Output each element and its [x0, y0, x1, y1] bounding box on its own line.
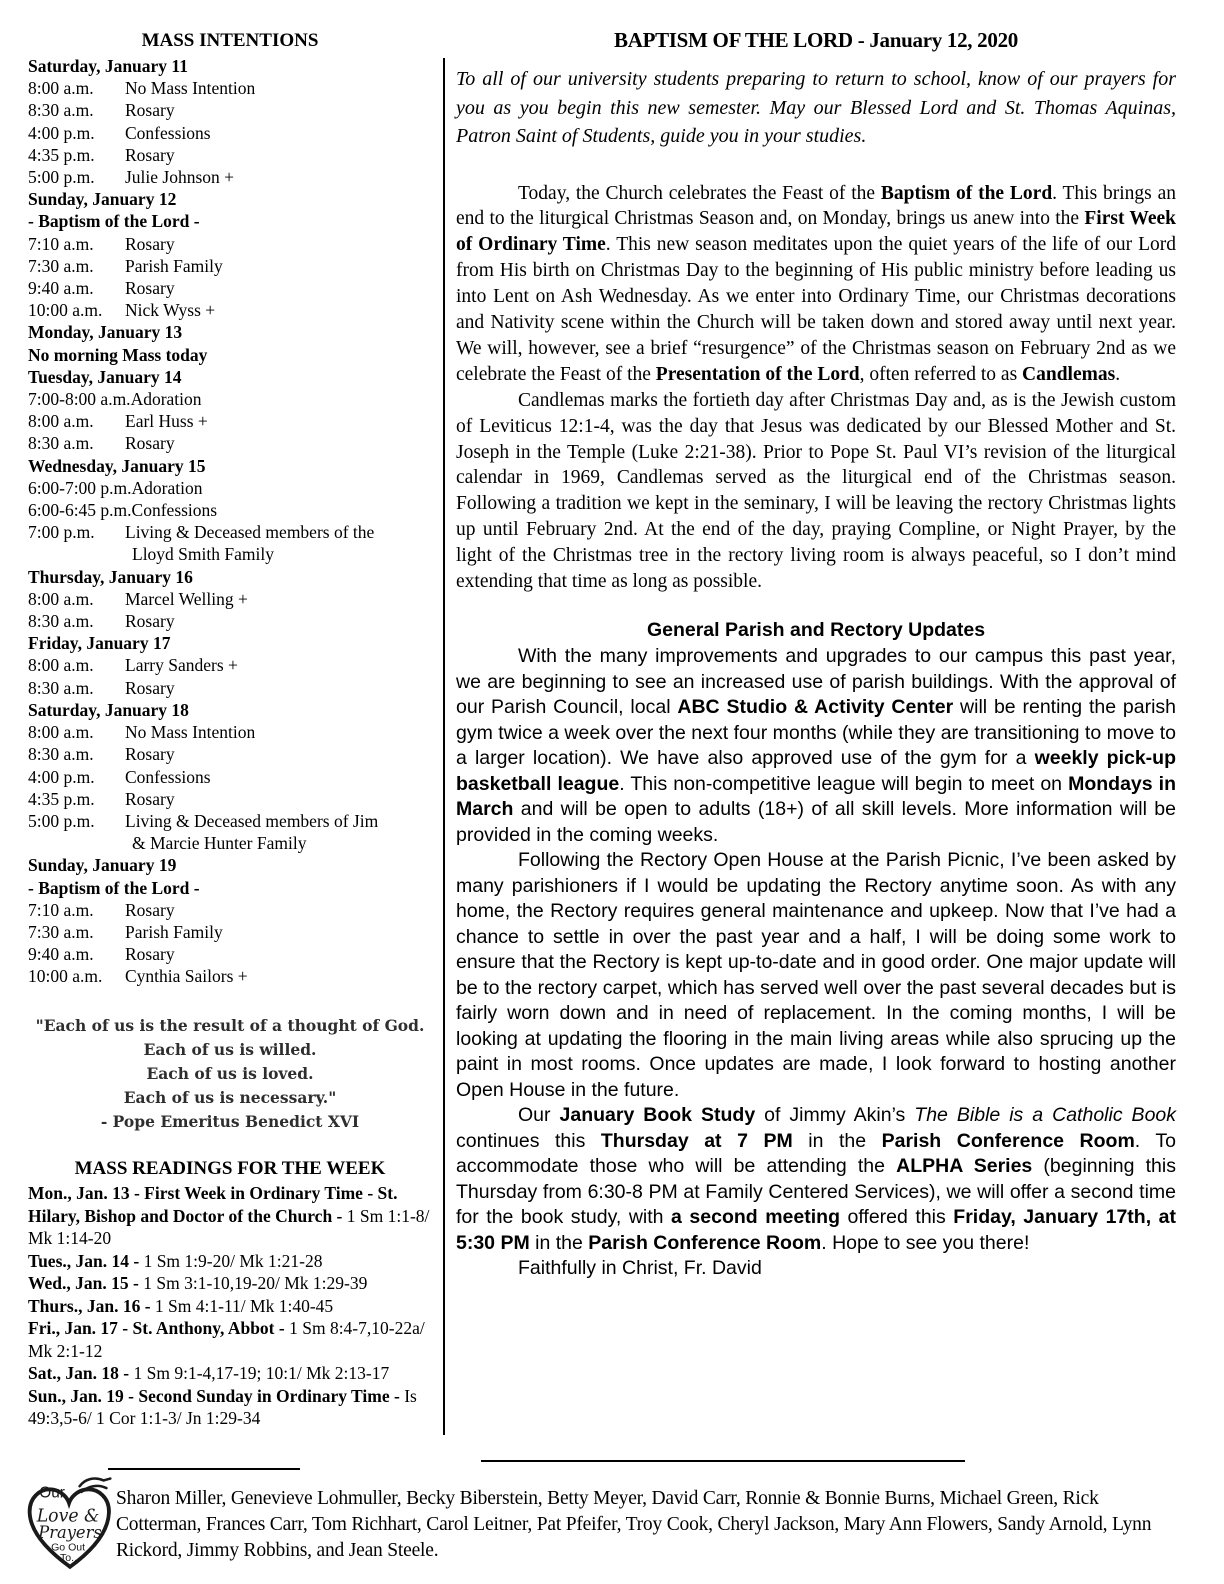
intention-entry — [28, 654, 432, 676]
intention-desc: Rosary — [125, 611, 175, 632]
mass-intentions-title: MASS INTENTIONS — [141, 30, 319, 51]
mass-readings-section — [28, 1158, 432, 1430]
intention-time: 8:00 a.m. — [28, 411, 94, 432]
intention-entry — [28, 432, 432, 454]
intention-entry — [28, 299, 432, 321]
logo-word-our: Our — [39, 1484, 65, 1502]
intention-time: 7:30 a.m. — [28, 921, 94, 942]
intention-desc: Rosary — [125, 233, 175, 254]
intention-entry — [28, 477, 432, 499]
intention-desc: Rosary — [125, 100, 175, 121]
intention-desc: No Mass Intention — [125, 722, 256, 743]
left-footer-rule — [108, 1468, 300, 1470]
intention-time: 8:00 a.m. — [28, 722, 94, 743]
intention-desc: Rosary — [125, 433, 175, 454]
intention-desc: Rosary — [125, 899, 175, 920]
left-column — [28, 30, 432, 1430]
intention-desc: Rosary — [125, 944, 175, 965]
intention-desc: Earl Huss + — [125, 411, 208, 432]
students-intro-paragraph: To all of our university students preparing to return to school, know of our prayers for you as you begin this new semester. May our Blessed Lord and St. Thomas Aquinas, Patron Saint of Students, guide you in your studies. — [456, 68, 1176, 147]
column-divider-line — [443, 58, 445, 1435]
signoff-line: Faithfully in Christ, Fr. David — [518, 1257, 762, 1279]
article-paragraph: Today, the Church celebrates the Feast of the Baptism of the Lord. This brings an end to the liturgical Christmas Season and, on Monday, brings us anew into the First Week of Ordinary Time. This new season meditates upon the quiet years of the life of our Lord from His birth on Christmas Day to the beginning of His public ministry before leading us into Lent on Ash Wednesday. As we enter into Ordinary Time, our Christmas decorations and Nativity scene within the Church will be taken down and stored away until next year. We will, however, see a brief “resurgence” of the Christmas season on February 2nd as we celebrate the Feast of the Presentation of the Lord, often referred to as Candlemas. — [456, 182, 1176, 385]
updates-paragraph: With the many improvements and upgrades to our campus this past year, we are beginning to see an increased use of parish buildings. With the approval of our Parish Council, local ABC Studio & Activity Center will be renting the parish gym twice a week over the next four months (while they are transitioning to move to a larger location). We have also approved use of the gym for a weekly pick-up basketball league. This non-competitive league will begin to meet on Mondays in March and will be open to adults (18+) of all skill levels. More information will be provided in the coming weeks. — [456, 645, 1177, 846]
right-footer-rule — [481, 1460, 965, 1462]
intention-day-heading: No morning Mass today — [28, 344, 208, 365]
intention-desc: Rosary — [125, 744, 175, 765]
intention-desc: No Mass Intention — [125, 78, 256, 99]
intention-time: 4:35 p.m. — [28, 788, 95, 809]
intention-entry — [28, 122, 432, 144]
intention-entry — [28, 943, 432, 965]
intention-entry — [28, 144, 432, 166]
intention-entry — [28, 921, 432, 943]
logo-word-to: To... — [60, 1552, 80, 1565]
intention-time: 7:00-8:00 a.m. — [28, 389, 131, 410]
reading-row: Thurs., Jan. 16 - 1 Sm 4:1-11/ Mk 1:40-45 — [28, 1295, 334, 1316]
intention-entry — [28, 721, 432, 743]
intention-desc: Adoration — [130, 389, 202, 410]
intention-time: 7:30 a.m. — [28, 255, 94, 276]
intention-time: 8:30 a.m. — [28, 433, 94, 454]
intention-entry — [28, 255, 432, 277]
intention-desc: Rosary — [125, 788, 175, 809]
mass-readings-list — [28, 1182, 432, 1430]
right-column — [456, 28, 1176, 1282]
intention-desc: Julie Johnson + — [125, 167, 235, 188]
intention-time: 5:00 p.m. — [28, 167, 95, 188]
intention-time: 4:35 p.m. — [28, 144, 95, 165]
intention-desc: Living & Deceased members of the — [125, 522, 375, 543]
reading-row: Wed., Jan. 15 - 1 Sm 3:1-10,19-20/ Mk 1:29-39 — [28, 1273, 368, 1294]
intention-time: 4:00 p.m. — [28, 766, 95, 787]
intention-day-heading: Saturday, January 11 — [28, 56, 188, 76]
intention-desc: Marcel Welling + — [125, 588, 248, 609]
intention-time: 8:30 a.m. — [28, 744, 94, 765]
love-and-prayers-heart-logo — [22, 1476, 118, 1578]
intention-day-heading: Saturday, January 18 — [28, 699, 189, 720]
updates-heading: General Parish and Rectory Updates — [646, 619, 986, 641]
quote-line: Each of us is loved. — [146, 1063, 314, 1083]
intention-entry — [28, 788, 432, 810]
intention-day-heading: Thursday, January 16 — [28, 566, 193, 587]
intention-entry — [28, 610, 432, 632]
intention-desc: Adoration — [131, 477, 203, 498]
reading-row: Tues., Jan. 14 - 1 Sm 1:9-20/ Mk 1:21-28 — [28, 1250, 323, 1271]
quote-attribution: - Pope Emeritus Benedict XVI — [100, 1111, 360, 1131]
reading-row: Sun., Jan. 19 - Second Sunday in Ordinary Time - Is 49:3,5-6/ 1 Cor 1:1-3/ Jn 1:29-34 — [28, 1385, 417, 1429]
intention-day-heading: Tuesday, January 14 — [28, 366, 182, 387]
intention-time: 8:00 a.m. — [28, 588, 94, 609]
logo-word-prayers: Prayers — [38, 1523, 102, 1543]
intention-entry — [28, 965, 432, 987]
intention-desc: Confessions — [131, 500, 218, 521]
benedict-quote — [28, 1014, 432, 1134]
intention-entry — [28, 743, 432, 765]
article-masthead: BAPTISM OF THE LORD - January 12, 2020 — [614, 28, 1018, 52]
reading-row: Sat., Jan. 18 - 1 Sm 9:1-4,17-19; 10:1/ Mk 2:13-17 — [28, 1363, 390, 1384]
quote-line: Each of us is willed. — [143, 1039, 317, 1059]
prayer-names-list: Sharon Miller, Genevieve Lohmuller, Becky Biberstein, Betty Meyer, David Carr, Ronnie & Bonnie Burns, Michael Green, Rick Cotterman, Frances Carr, Tom Richhart, Carol Leitner, Pat Pfeifer, Troy Cook, Cheryl Jackson, Mary Ann Flowers, Sandy Arnold, Lynn Rickord, Jimmy Robbins, and Jean Steele. — [116, 1488, 1152, 1561]
mass-readings-title: MASS READINGS FOR THE WEEK — [74, 1157, 386, 1179]
intention-entry — [28, 233, 432, 255]
intention-entry — [28, 166, 432, 188]
intention-time: 7:10 a.m. — [28, 899, 94, 920]
updates-paragraph: Our January Book Study of Jimmy Akin’s The Bible is a Catholic Book continues this Thursday at 7 PM in the Parish Conference Room. To accommodate those who will be attending the ALPHA Series (beginning this Thursday from 6:30-8 PM at Family Centered Services), we will offer a second time for the book study, with a second meeting offered this Friday, January 17th, at 5:30 PM in the Parish Conference Room. Hope to see you there! — [456, 1104, 1177, 1254]
intention-entry — [28, 766, 432, 788]
intention-entry — [28, 410, 432, 432]
intention-time: 9:40 a.m. — [28, 944, 94, 965]
intention-entry — [28, 99, 432, 121]
intention-time: 8:00 a.m. — [28, 655, 94, 676]
reading-row: Mon., Jan. 13 - First Week in Ordinary Time - St. Hilary, Bishop and Doctor of the Church - 1 Sm 1:1-8/ Mk 1:14-20 — [28, 1183, 430, 1249]
intention-desc: Rosary — [125, 278, 175, 299]
intention-day-heading: Friday, January 17 — [28, 633, 171, 654]
intention-desc: Rosary — [125, 144, 175, 165]
intention-entry — [28, 388, 432, 410]
intention-entry — [28, 521, 432, 543]
intention-desc: Nick Wyss + — [125, 300, 216, 321]
quote-line: "Each of us is the result of a thought of God. — [35, 1015, 425, 1035]
intention-desc: Parish Family — [125, 921, 223, 942]
intention-day-heading: Sunday, January 12 — [28, 189, 177, 210]
intention-time: 8:00 a.m. — [28, 78, 94, 99]
intention-time: 10:00 a.m. — [28, 300, 103, 321]
intention-time: 7:10 a.m. — [28, 233, 94, 254]
intention-day-heading: - Baptism of the Lord - — [28, 211, 200, 232]
intention-entry — [28, 588, 432, 610]
intention-entry — [28, 499, 432, 521]
intention-continuation: Lloyd Smith Family — [132, 544, 274, 565]
intention-entry — [28, 899, 432, 921]
intention-desc: Living & Deceased members of Jim — [125, 810, 379, 831]
intention-entry — [28, 810, 432, 832]
intention-day-heading: Sunday, January 19 — [28, 855, 177, 876]
intention-time: 8:30 a.m. — [28, 611, 94, 632]
intention-day-heading: Wednesday, January 15 — [28, 455, 206, 476]
intention-desc: Rosary — [125, 677, 175, 698]
intention-time: 6:00-6:45 p.m. — [28, 500, 132, 521]
intention-desc: Confessions — [125, 766, 211, 787]
intention-time: 6:00-7:00 p.m. — [28, 477, 132, 498]
intention-desc: Cynthia Sailors + — [125, 966, 248, 987]
updates-paragraph: Following the Rectory Open House at the Parish Picnic, I’ve been asked by many parishioners if I would be updating the Rectory anytime soon. As with any home, the Rectory requires general maintenance and upkeep. Now that I’ve had a chance to settle in over the past year and a half, I will be doing some work to ensure that the Rectory is kept up-to-date and in good order. One major update will be to the rectory carpet, which has served well over the past several decades but is fairly worn down and in need of replacement. In the coming months, I will be looking at updating the flooring in the main living areas while also sprucing up the paint in most rooms. Once updates are made, I look forward to hosting another Open House in the future. — [456, 849, 1176, 1101]
intention-time: 10:00 a.m. — [28, 966, 103, 987]
intention-day-heading: - Baptism of the Lord - — [28, 877, 200, 898]
logo-word-goout: Go Out — [51, 1541, 86, 1554]
intention-time: 7:00 p.m. — [28, 522, 95, 543]
mass-intentions-list — [28, 55, 432, 988]
intention-time: 8:30 a.m. — [28, 677, 94, 698]
quote-line: Each of us is necessary." — [123, 1087, 337, 1107]
article-paragraph: Candlemas marks the fortieth day after Christmas Day and, as is the Jewish custom of Leviticus 12:1-4, was the day that Jesus was dedicated by our Blessed Mother and St. Joseph in the Temple (Luke 2:21-38). Prior to Pope St. Paul VI’s revision of the liturgical calendar in 1969, Candlemas served as the liturgical end of the Christmas season. Following a tradition we kept in the seminary, I will be leaving the rectory Christmas lights up until February 2nd. At the end of the day, praying Compline, or Night Prayer, by the light of the Christmas tree in the rectory living room is always peaceful, so I don’t mind extending that time as long as possible. — [456, 389, 1176, 593]
intention-desc: Parish Family — [125, 255, 223, 276]
intention-day-heading: Monday, January 13 — [28, 322, 183, 343]
intention-desc: Confessions — [125, 122, 211, 143]
intention-entry — [28, 277, 432, 299]
intention-desc: Larry Sanders + — [125, 655, 238, 676]
intention-entry — [28, 677, 432, 699]
intention-time: 9:40 a.m. — [28, 278, 94, 299]
intention-time: 4:00 p.m. — [28, 122, 95, 143]
logo-word-love: Love & — [36, 1506, 100, 1527]
reading-row: Fri., Jan. 17 - St. Anthony, Abbot - 1 Sm 8:4-7,10-22a/ Mk 2:1-12 — [28, 1318, 425, 1361]
intention-continuation: & Marcie Hunter Family — [132, 833, 307, 854]
intention-entry — [28, 77, 432, 99]
intention-time: 8:30 a.m. — [28, 100, 94, 121]
intention-time: 5:00 p.m. — [28, 810, 95, 831]
